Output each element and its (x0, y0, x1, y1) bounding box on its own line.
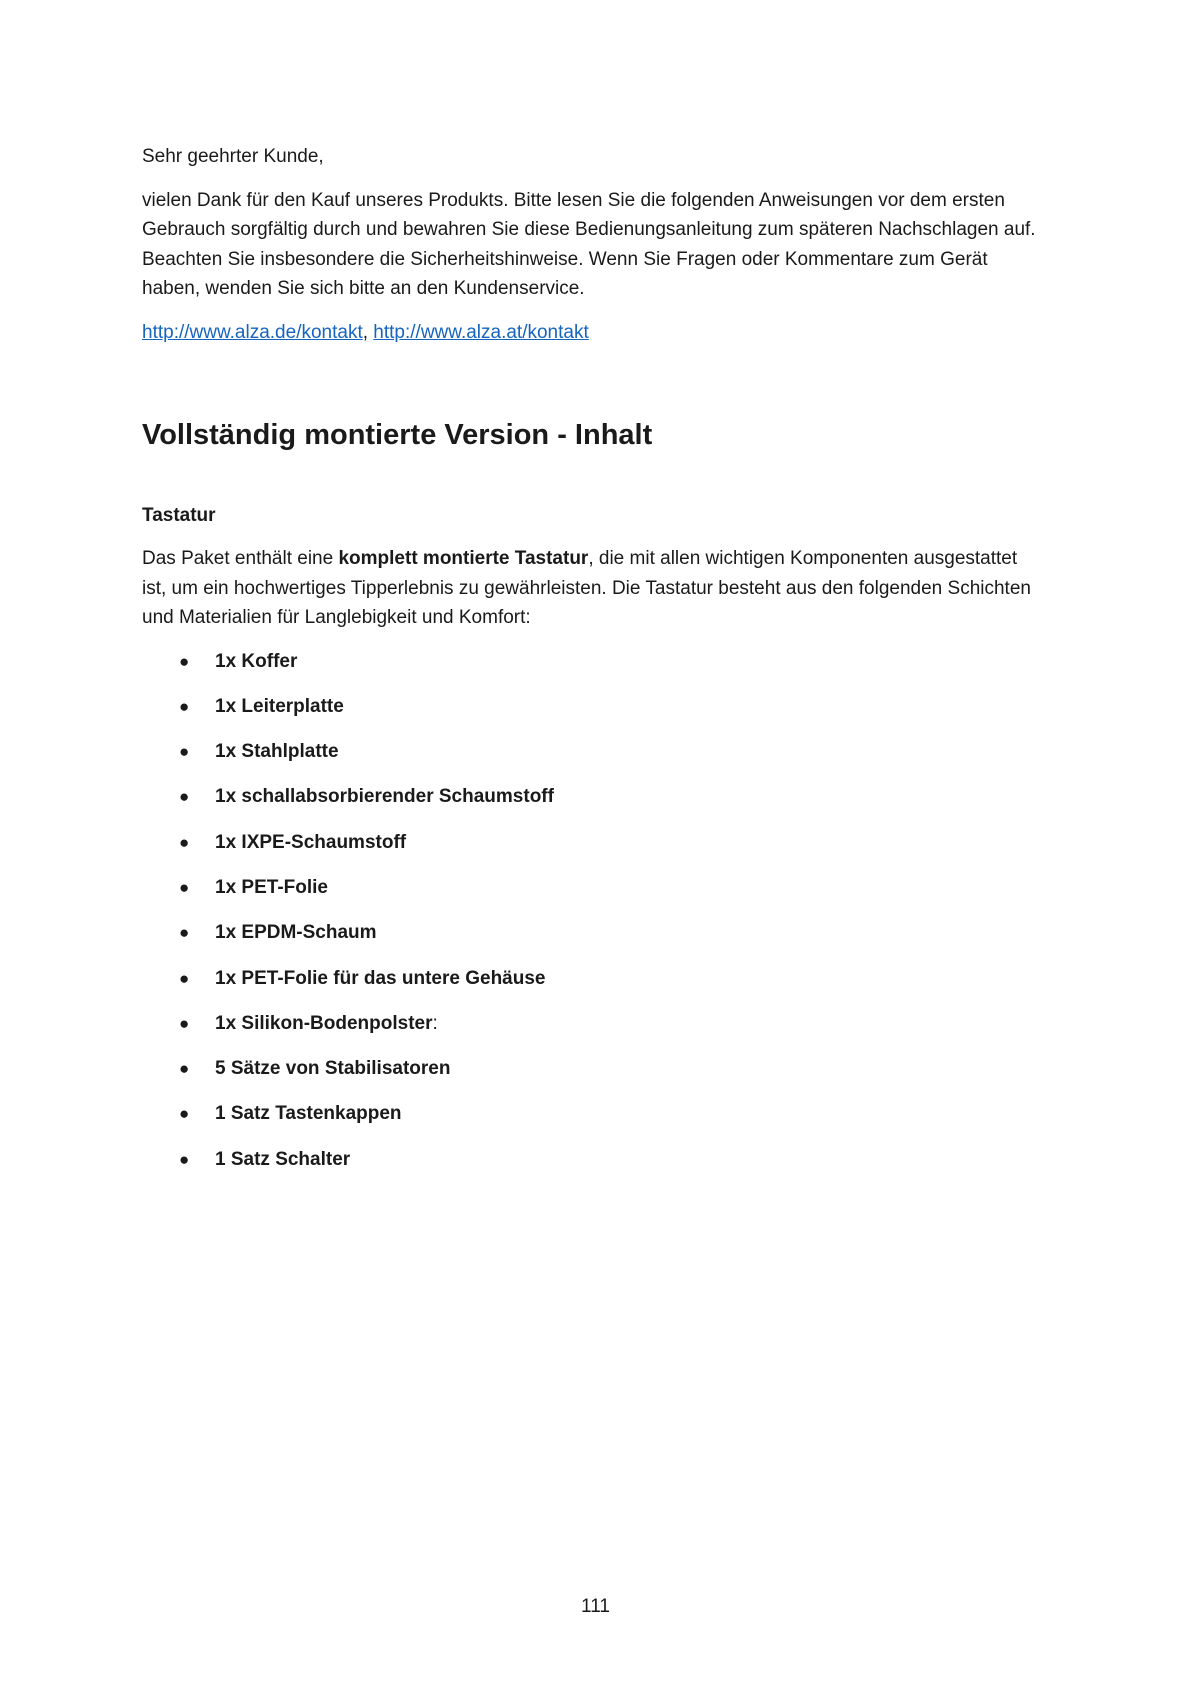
bullet-icon: ● (179, 651, 190, 671)
list-item (142, 1099, 1042, 1144)
contact-links (142, 318, 1042, 348)
bullet-icon: ● (179, 787, 190, 807)
description-paragraph (142, 544, 1042, 633)
list-item (142, 647, 1042, 692)
subsection-title: Tastatur (142, 505, 216, 526)
page-number: 111 (581, 1596, 610, 1617)
bullet-icon: ● (179, 1059, 190, 1079)
document-page (142, 142, 1042, 1190)
list-item (142, 873, 1042, 918)
list-item (142, 918, 1042, 963)
list-item (142, 1054, 1042, 1099)
description-text-bold: komplett montierte Tastatur (338, 548, 589, 569)
bullet-icon: ● (179, 923, 190, 943)
bullet-icon: ● (179, 696, 190, 716)
description-text-before: Das Paket enthält eine (142, 548, 339, 569)
item-label: 1x Koffer (215, 650, 298, 672)
bullet-icon: ● (179, 832, 190, 852)
list-item (142, 828, 1042, 873)
item-label: 5 Sätze von Stabilisatoren (215, 1058, 451, 1080)
item-suffix: : (432, 1012, 438, 1034)
item-label: 1x IXPE-Schaumstoff (215, 831, 407, 853)
item-label: 1x Stahlplatte (215, 741, 339, 763)
bullet-icon: ● (179, 742, 190, 762)
item-label: 1x EPDM-Schaum (215, 922, 377, 944)
intro-paragraph: vielen Dank für den Kauf unseres Produkts. Bitte lesen Sie die folgenden Anweisungen vor dem ersten Gebrauch sorgfältig durch und bewahren Sie diese Bedienungsanleitung zum späteren Nachschlagen auf. Beachten Sie insbesondere die Sicherheitshinweise. Wenn Sie Fragen oder Kommentare zum Gerät haben, wenden Sie sich bitte an den Kundenservice. (142, 189, 1036, 299)
item-label: 1x PET-Folie für das untere Gehäuse (215, 967, 546, 989)
item-label: 1 Satz Schalter (215, 1148, 351, 1170)
list-item (142, 782, 1042, 827)
item-label: 1x Leiterplatte (215, 695, 344, 717)
bullet-icon: ● (179, 1013, 190, 1033)
list-item (142, 737, 1042, 782)
list-item (142, 964, 1042, 1009)
bullet-icon: ● (179, 877, 190, 897)
bullet-icon: ● (179, 1149, 190, 1169)
item-label: 1x Silikon-Bodenpolster (215, 1012, 433, 1034)
greeting: Sehr geehrter Kunde, (142, 146, 324, 167)
description-text-after: , die mit allen wichtigen Komponenten ausgestattet ist, um ein hochwertiges Tipperlebnis zu gewährleisten. Die Tastatur besteht aus den folgenden Schichten und Materialien für Langlebigkeit und Komfort: (142, 548, 1031, 628)
item-label: 1x schallabsorbierender Schaumstoff (215, 786, 554, 808)
section-title: Vollständig montierte Version - Inhalt (142, 419, 653, 451)
list-item (142, 692, 1042, 737)
bullet-icon: ● (179, 1104, 190, 1124)
link-separator: , (362, 321, 374, 343)
link-alza-at[interactable]: http://www.alza.at/kontakt (373, 321, 589, 343)
item-label: 1 Satz Tastenkappen (215, 1103, 402, 1125)
bullet-icon: ● (179, 968, 190, 988)
list-item (142, 1009, 1042, 1054)
item-label: 1x PET-Folie (215, 876, 328, 898)
link-alza-de[interactable]: http://www.alza.de/kontakt (142, 321, 363, 343)
list-item (142, 1145, 1042, 1190)
contents-list (142, 647, 1042, 1191)
